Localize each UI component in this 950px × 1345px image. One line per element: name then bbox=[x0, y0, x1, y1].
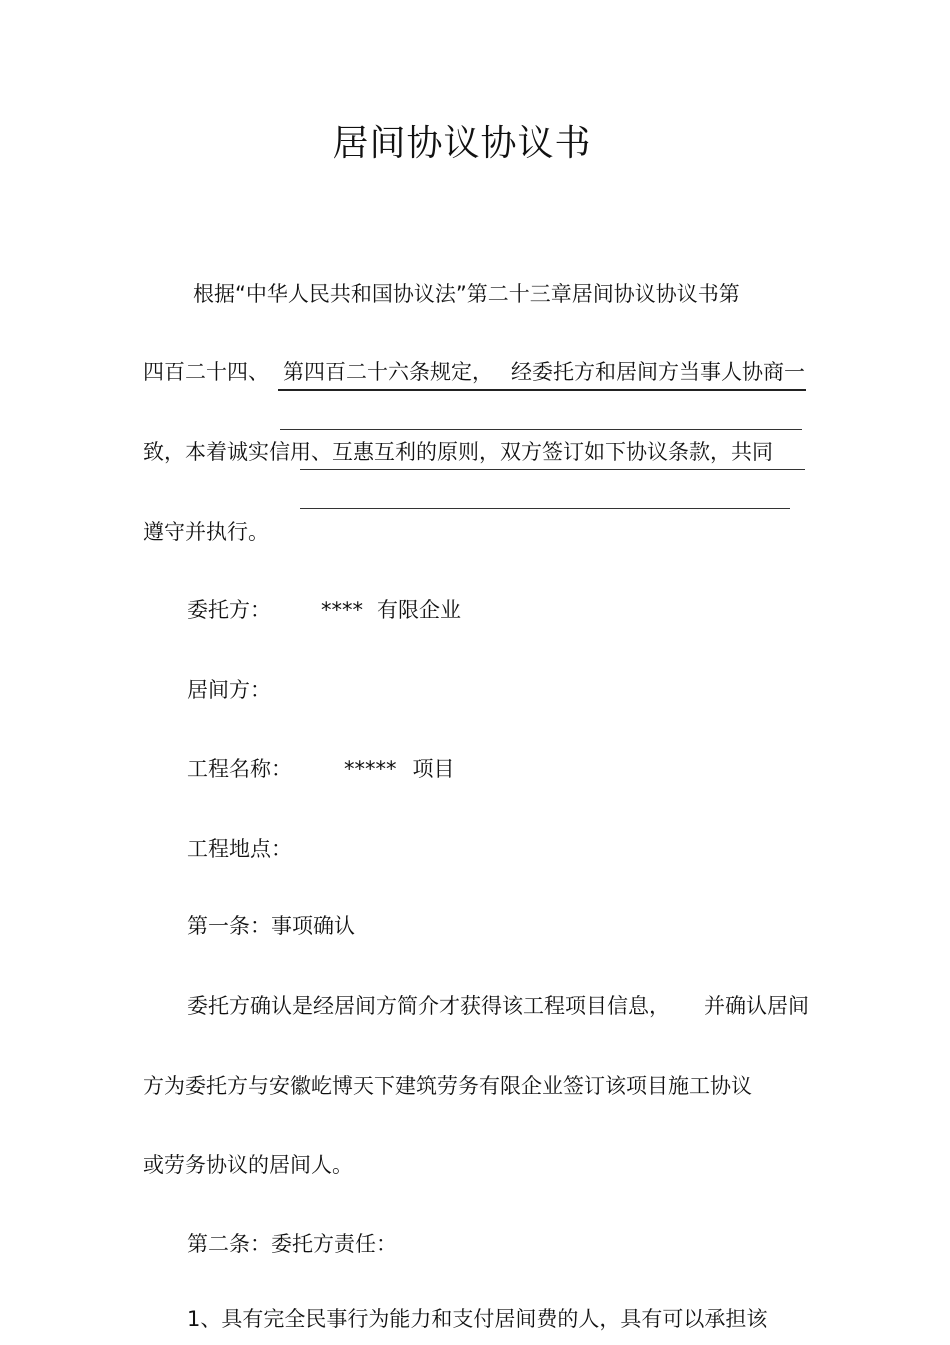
project-location-field bbox=[187, 834, 292, 864]
article-1-line-1 bbox=[187, 991, 809, 1021]
article-1-line-3: 或劳务协议的居间人。 bbox=[143, 1153, 353, 1177]
article-1-line-2: 方为委托方与安徽屹博天下建筑劳务有限企业签订该项目施工协议 bbox=[143, 1074, 752, 1098]
preamble-line-4: 遵守并执行。 bbox=[143, 520, 269, 544]
project-label: 工程名称： bbox=[187, 757, 292, 781]
project-value: 项目 bbox=[412, 757, 455, 781]
project-name-field bbox=[187, 754, 455, 784]
underline-rule bbox=[278, 389, 806, 391]
intermediary-label: 居间方： bbox=[187, 678, 271, 702]
client-label: 委托方： bbox=[187, 598, 271, 622]
article-1-line-1-part-a: 委托方确认是经居间方简介才获得该工程项目信息， bbox=[187, 994, 670, 1018]
underline-rule bbox=[300, 469, 805, 470]
document-title: 居间协议协议书 bbox=[332, 123, 592, 164]
client-stars: **** bbox=[321, 598, 363, 622]
preamble-line-2 bbox=[143, 357, 805, 387]
intermediary-field bbox=[187, 675, 271, 705]
article-1-line-1-part-b: 并确认居间 bbox=[704, 994, 809, 1018]
client-field bbox=[187, 595, 461, 625]
project-stars: ***** bbox=[344, 757, 397, 781]
preamble-line-2-part-b: 第四百二十六条规定， bbox=[283, 360, 493, 384]
underline-rule bbox=[280, 429, 802, 430]
preamble-line-2-part-a: 四百二十四、 bbox=[143, 360, 269, 384]
preamble-line-1: 根据“中华人民共和国协议法”第二十三章居间协议协议书第 bbox=[193, 282, 740, 306]
location-label: 工程地点： bbox=[187, 837, 292, 861]
article-1-heading: 第一条：事项确认 bbox=[187, 914, 355, 938]
article-2-heading: 第二条：委托方责任： bbox=[187, 1232, 397, 1256]
preamble-line-3: 致，本着诚实信用、互惠互利的原则，双方签订如下协议条款，共同 bbox=[143, 440, 773, 464]
client-value: 有限企业 bbox=[377, 598, 461, 622]
underline-rule bbox=[300, 508, 790, 509]
article-2-item-1: 1、具有完全民事行为能力和支付居间费的人，具有可以承担该 bbox=[187, 1307, 768, 1331]
preamble-line-2-part-c: 经委托方和居间方当事人协商一 bbox=[511, 360, 805, 384]
